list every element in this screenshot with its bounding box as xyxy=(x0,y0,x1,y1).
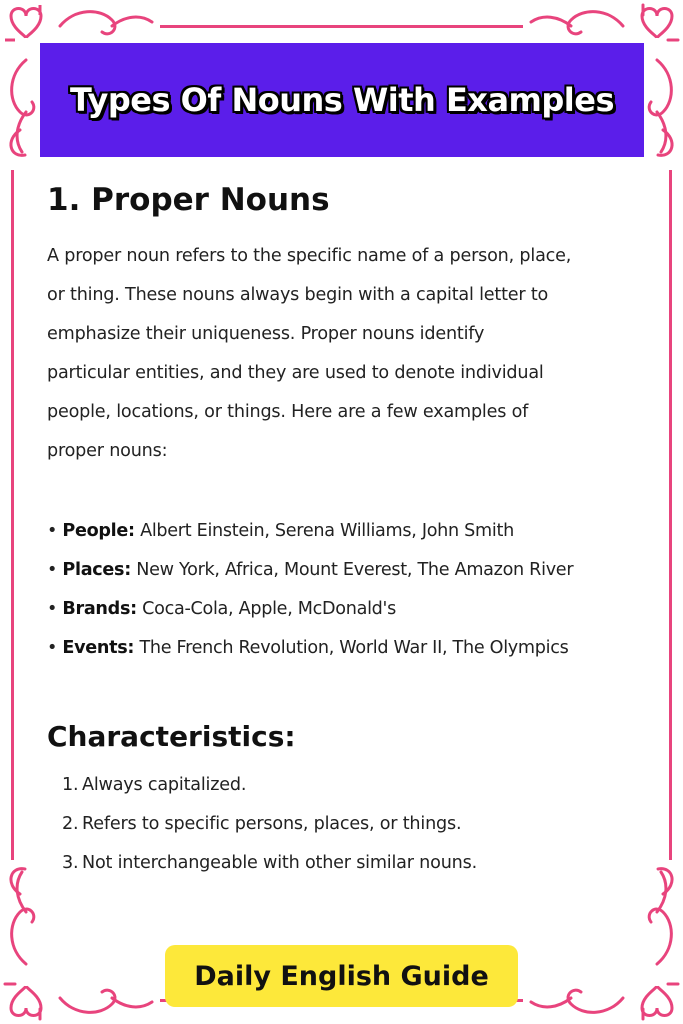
frame-top-line xyxy=(160,25,523,28)
example-label: People: xyxy=(62,521,135,542)
heart-icon xyxy=(11,9,41,39)
example-text: Albert Einstein, Serena Williams, John Smith xyxy=(140,521,514,542)
frame-left-line xyxy=(11,170,14,860)
paragraph-line: or thing. These nouns always begin with a capital letter to xyxy=(47,285,549,306)
characteristics-list xyxy=(47,766,642,883)
frame-right-line xyxy=(669,170,672,860)
list-item xyxy=(62,766,642,805)
example-label: Events: xyxy=(62,638,135,659)
example-text: New York, Africa, Mount Everest, The Amazon River xyxy=(136,560,574,581)
list-item xyxy=(62,844,642,883)
list-text: Always capitalized. xyxy=(82,774,247,795)
corner-ornament-bottom-right xyxy=(523,864,683,1024)
footer-badge xyxy=(165,945,518,1007)
footer-label: Daily English Guide xyxy=(194,960,489,992)
bullet-icon: • xyxy=(47,599,58,620)
list-number: 3. xyxy=(62,852,79,873)
corner-ornament-bottom-left xyxy=(0,864,160,1024)
example-label: Brands: xyxy=(62,599,137,620)
paragraph-line: people, locations, or things. Here are a few examples of xyxy=(47,402,529,423)
bullet-icon: • xyxy=(47,521,58,542)
list-number: 2. xyxy=(62,813,79,834)
paragraph-line: emphasize their uniqueness. Proper nouns identify xyxy=(47,324,485,345)
bullet-icon: • xyxy=(47,638,58,659)
list-item xyxy=(62,805,642,844)
title-banner xyxy=(40,43,644,157)
paragraph-line: A proper noun refers to the specific name of a person, place, xyxy=(47,246,572,267)
list-item xyxy=(47,512,642,551)
list-number: 1. xyxy=(62,774,79,795)
list-item xyxy=(47,590,642,629)
example-label: Places: xyxy=(62,560,131,581)
paragraph-line: particular entities, and they are used to denote individual xyxy=(47,363,544,384)
section-paragraph xyxy=(47,237,642,471)
main-content xyxy=(47,182,642,883)
list-item xyxy=(47,629,642,668)
characteristics-title: Characteristics: xyxy=(47,720,296,754)
example-text: Coca-Cola, Apple, McDonald's xyxy=(142,599,396,620)
page-title: Types Of Nouns With Examples xyxy=(69,81,614,119)
section-title: 1. Proper Nouns xyxy=(47,182,330,218)
list-text: Refers to specific persons, places, or things. xyxy=(82,813,462,834)
list-item xyxy=(47,551,642,590)
bullet-icon: • xyxy=(47,560,58,581)
list-text: Not interchangeable with other similar nouns. xyxy=(82,852,477,873)
paragraph-line: proper nouns: xyxy=(47,441,168,462)
example-text: The French Revolution, World War II, The Olympics xyxy=(139,638,569,659)
examples-list xyxy=(47,512,642,668)
